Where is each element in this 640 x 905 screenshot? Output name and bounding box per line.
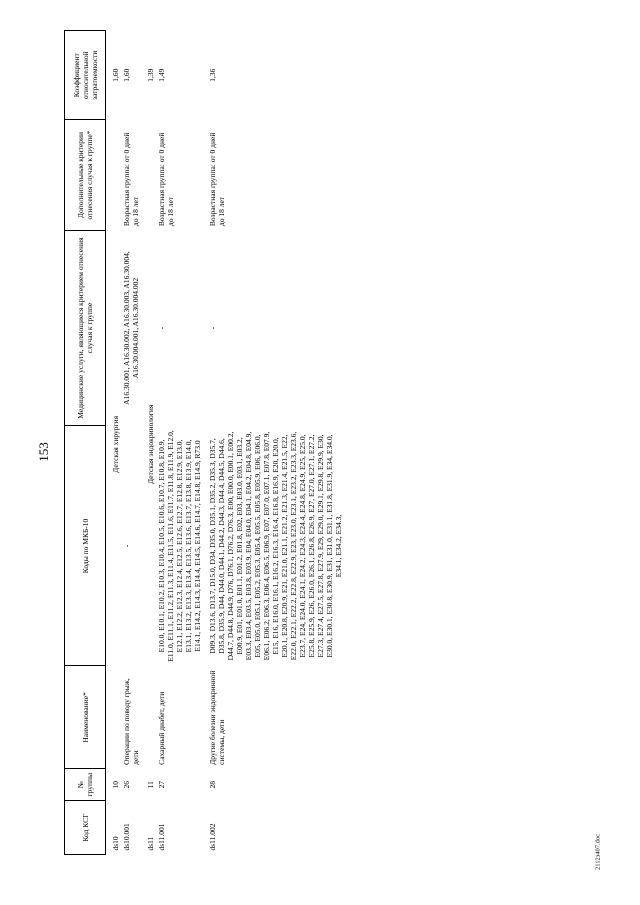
page-number: 153 [36,442,51,462]
cell-name: Другие болезни эндокринной системы, дети [208,670,226,765]
cell-group: 11 [146,781,155,789]
header-coefficient: Коэффициент относительной затратоемкости [65,31,106,120]
cell-group: 28 [208,780,217,789]
header-ksg-code: Код КСГ [65,801,106,855]
cell-coef: 1,36 [208,68,217,82]
table-row [156,31,203,855]
header-name: Наименование* [65,666,106,769]
header-mkb-codes: Коды по МКБ-10 [65,426,106,666]
section-title: Детская эндокринология [146,404,155,485]
cell-coef: 1,60 [122,68,131,82]
cell-coef: 1,60 [111,68,120,82]
cell-mkb: D09.3, D13.6, D13.7, D15.0, D34, D35.0, D35.1, D35.2, D35.3, D35.7, D35.8, D35.9, D44, D44.0, D44.1, D44.2, D44.3, D44.4, D44.5, D44.6, D44.7, D44.8, D44.9, D76, D76.1, D76.2, D76.3, E00, E00.0, E00.1, E00.2, E00.9, E01, E01.0, E01.1, E01.2, E01.8, E02, E03, E03.0, E03.1, E03.2, E03.3, E03.4, E03.5, E03.8, E03.9, E04, E04.0, E04.1, E04.2, E04.8, E04.9, E05, E05.0, E05.1, E05.2, E05.3, E05.4, E05.5, E05.8, E05.9, E06, E06.0, E06.1, E06.2, E06.3, E06.4, E06.5, E06.9, E07, E07.0, E07.1, E07.8, E07.9, E15, E16, E16.0, E16.1, E16.2, E16.3, E16.4, E16.8, E16.9, E20, E20.0, E20.1, E20.8, E20.9, E21, E21.0, E21.1, E21.2, E21.3, E21.4, E21.5, E22, E22.0, E22.1, E22.2, E22.8, E22.9, E23, E23.0, E23.1, E23.2, E23.3, E23.6, E23.7, E24, E24.0, E24.1, E24.2, E24.3, E24.4, E24.8, E24.9, E25, E25.0, E25.8, E25.9, E26, E26.0, E26.1, E26.8, E26.9, E27, E27.0, E27.1, E27.2, E27.3, E27.4, E27.5, E27.8, E27.9, E29, E29.0, E29.1, E29.8, E29.9, E30, E30.0, E30.1, E30.8, E30.9, E31, E31.0, E31.1, E31.8, E31.9, E34, E34.0, E34.1, E34.2, E34.3, [208,431,343,661]
cell-group: 26 [122,780,131,789]
cell-criteria: Возрастная группа: от 0 дней до 18 лет [122,132,140,227]
cell-services: - [208,326,217,330]
document-id: 2112з407.doc [594,833,602,871]
cell-criteria: Возрастная группа: от 0 дней до 18 лет [208,132,226,227]
table-row [207,31,344,855]
cell-code: ds11.002 [208,823,217,851]
cell-code: ds11.001 [157,823,166,851]
cell-code: ds10 [111,836,120,851]
header-group-number: № группы [65,769,106,801]
table-row [110,31,121,855]
cell-code: ds11 [146,836,155,851]
header-additional-criteria: Дополнительные критерии отнесения случая к группе* [65,120,106,230]
cell-coef: 1,49 [157,68,166,82]
table-header-row [65,31,106,855]
cell-name: Операции по поводу грыж, дети [122,678,140,765]
cell-group: 27 [157,780,166,789]
cell-mkb: E10.0, E10.1, E10.2, E10.3, E10.4, E10.5, E10.6, E10.7, E10.8, E10.9, E11.0, E11.1, E11.2, E11.3, E11.4, E11.5, E11.6, E11.7, E11.8, E11.9, E12.0, E12.1, E12.2, E12.3, E12.4, E12.5, E12.6, E12.7, E12.8, E12.9, E13.0, E13.1, E13.2, E13.3, E13.4, E13.5, E13.6, E13.7, E13.8, E13.9, E14.0, E14.1, E14.2, E14.3, E14.4, E14.5, E14.6, E14.7, E14.8, E14.9, R73.0 [157,430,202,662]
section-title: Детская хирургия [111,415,120,473]
cell-coef: 1,39 [146,68,155,82]
cell-mkb: - [122,544,131,548]
cell-name: Сахарный диабет, дети [157,691,166,765]
cell-group: 10 [111,780,120,789]
table-row [145,31,156,855]
header-medical-services: Медицинские услуги, являющиеся критерием отнесения случая к группе [65,230,106,426]
cell-criteria: Возрастная группа: от 0 дней до 18 лет [157,132,175,227]
rotated-page-content [64,30,604,855]
cell-services: - [157,326,166,330]
table-row [121,31,141,855]
ksg-table [64,30,344,855]
cell-services: A16.30.001, A16.30.002, A16.30.003, A16.30.004, A16.30.004.001, A16.30.004.002 [122,251,140,405]
cell-code: ds10.001 [122,823,131,851]
